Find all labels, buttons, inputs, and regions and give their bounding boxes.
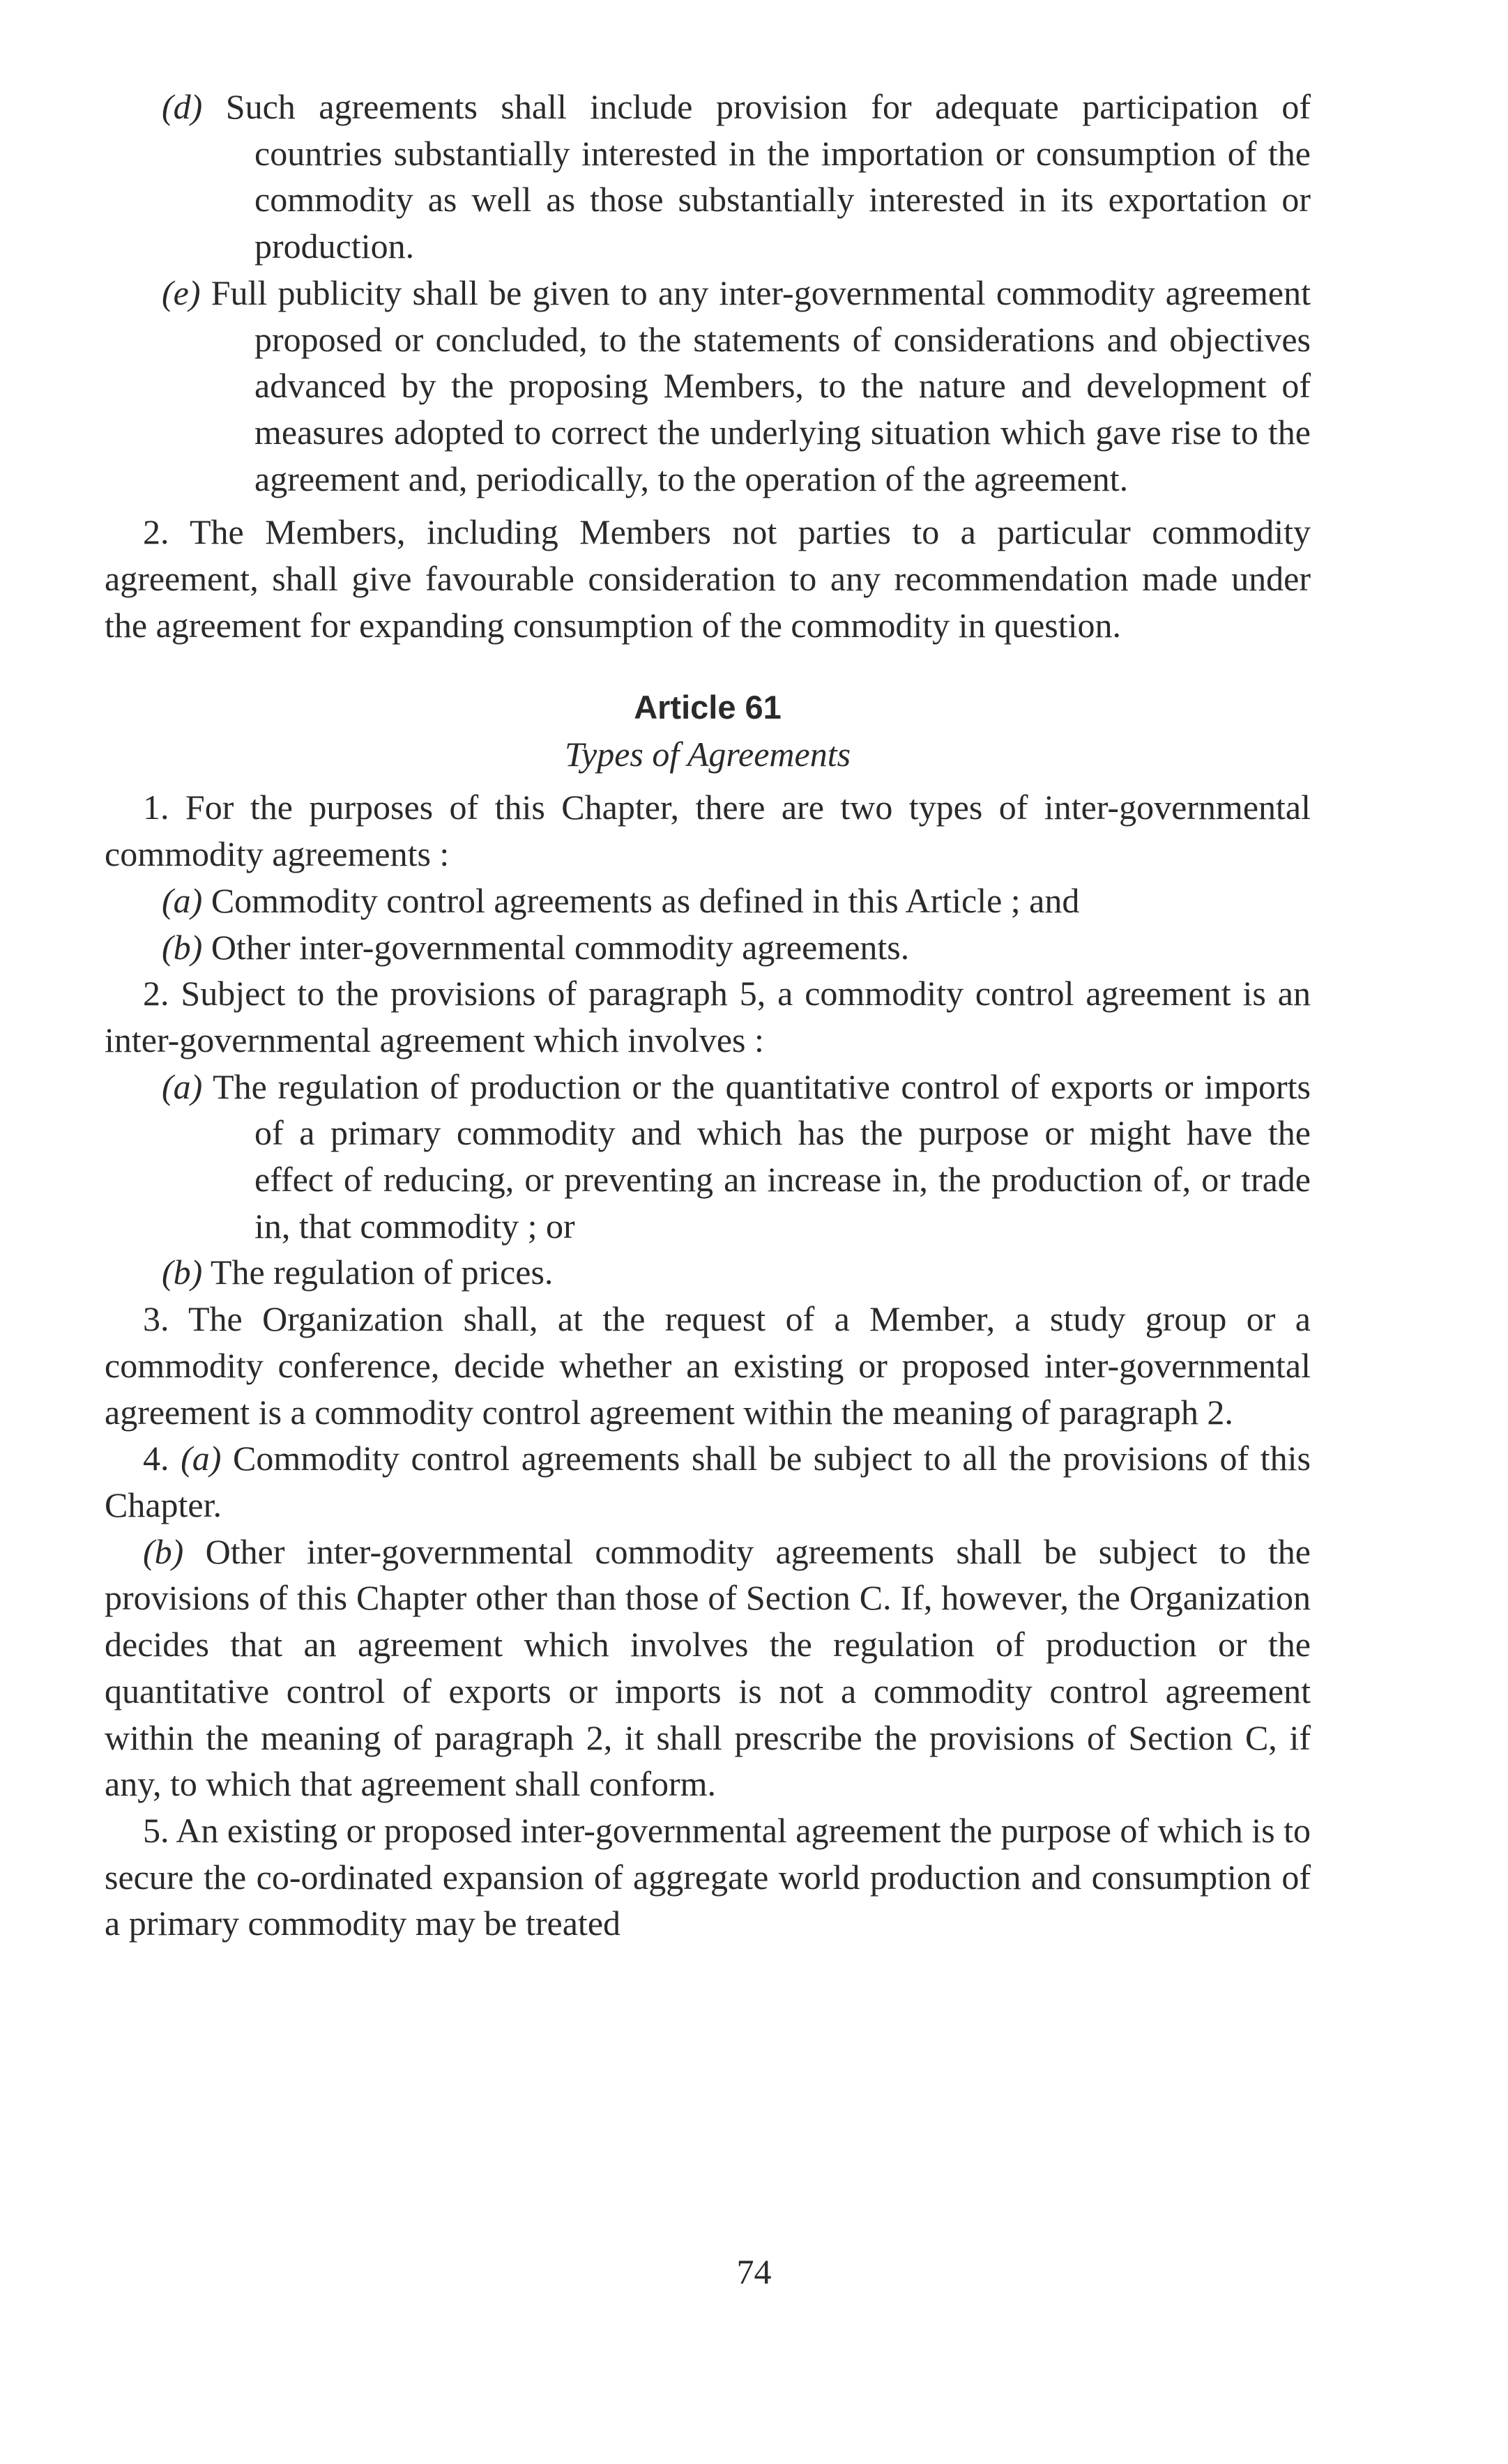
paragraph-d-label: (d): [162, 87, 203, 126]
article-paragraph-1b: [105, 924, 1311, 971]
item-text: Commodity control agreements shall be subject to all the provisions of this Chapter.: [105, 1439, 1311, 1524]
item-text: The regulation of production or the quantitative control of exports or imports of a primary commodity and which has the purpose or might have the effect of reducing, or preventing an increase in, the production of, or trade in, that commodity ; or: [213, 1066, 1311, 1246]
article-paragraph-2b: [105, 1249, 1311, 1296]
page-body: [105, 84, 1311, 1947]
paragraph-number: 4.: [143, 1439, 169, 1478]
article-paragraph-3: 3. The Organization shall, at the request of a Member, a study group or a commodity conference, decide whether an existing or proposed inter-governmental agreement is a commodity control agreement within the meaning of paragraph 2.: [105, 1299, 1311, 1432]
article-paragraph-5: 5. An existing or proposed inter-governmental agreement the purpose of which is to secure the co-ordinated expansion of aggregate world production and consumption of a primary commodity may be treated: [105, 1810, 1311, 1943]
article-paragraph-2: 2. Subject to the provisions of paragraph 5, a commodity control agreement is an inter-governmental agreement which involves :: [105, 974, 1311, 1059]
article-heading: Article 61: [634, 689, 782, 726]
article-subtitle: Types of Agreements: [564, 735, 851, 774]
item-label: (a): [162, 1066, 203, 1106]
item-text: Other inter-governmental commodity agreements shall be subject to the provisions of this Chapter other than those of Section C. If, however, the Organization decides that an agreement which involves the regulation of production or the quantitative control of exports or imports is not a commodity control agreement within the meaning of paragraph 2, it shall prescribe the provisions of Section C, if any, to which that agreement shall conform.: [105, 1531, 1311, 1804]
paragraph-e-label: (e): [162, 273, 201, 312]
article-paragraph-4b: [105, 1529, 1311, 1807]
item-label: (a): [162, 880, 203, 920]
item-text: The regulation of prices.: [210, 1253, 554, 1292]
article-paragraph-2a: [105, 1064, 1311, 1250]
paragraph-2-previous-article: 2. The Members, including Members not parties to a particular commodity agreement, shall give favourable consideration to any recommendation made under the agreement for expanding consumption of the commodity in question.: [105, 512, 1311, 645]
article-paragraph-4a: [105, 1435, 1311, 1528]
paragraph-e: [105, 270, 1311, 503]
item-label: (b): [162, 1253, 203, 1292]
item-text: Other inter-governmental commodity agreements.: [211, 927, 910, 967]
article-paragraph-1: 1. For the purposes of this Chapter, there are two types of inter-governmental commodity agreements :: [105, 788, 1311, 874]
item-text: Commodity control agreements as defined in this Article ; and: [211, 880, 1080, 920]
page-number: 74: [736, 2252, 772, 2291]
paragraph-e-text: Full publicity shall be given to any inter-governmental commodity agreement proposed or concluded, to the statements of considerations and objectives advanced by the proposing Members, to the nature and development of measures adopted to correct the underlying situation which gave rise to the agreement and, periodically, to the operation of the agreement.: [211, 273, 1311, 498]
paragraph-d: [105, 84, 1311, 270]
paragraph-d-text: Such agreements shall include provision for adequate participation of countries substantially interested in the importation or consumption of the commodity as well as those substantially interested in its exportation or production.: [225, 87, 1311, 266]
article-paragraph-1a: [105, 878, 1311, 924]
item-label: (b): [143, 1531, 184, 1571]
item-label: (a): [181, 1439, 222, 1478]
item-label: (b): [162, 927, 203, 967]
